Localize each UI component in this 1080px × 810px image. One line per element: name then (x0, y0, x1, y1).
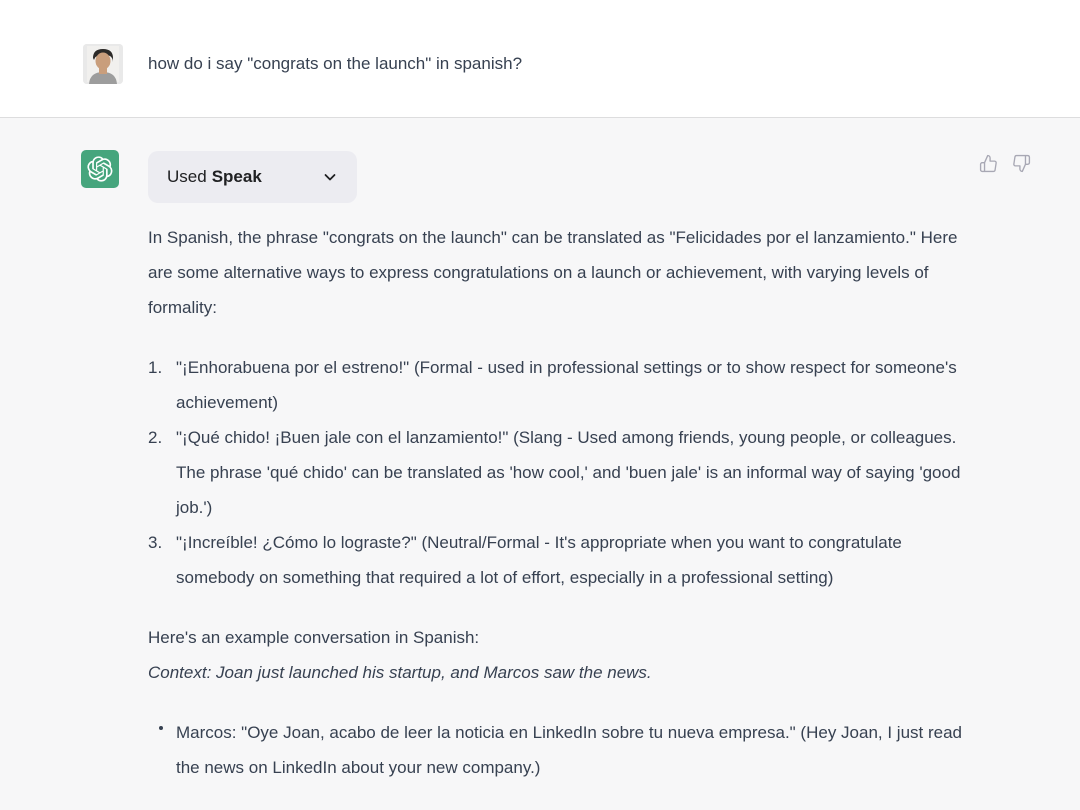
list-item (148, 420, 963, 525)
chevron-down-icon (322, 169, 338, 185)
conversation-bullet-list (148, 715, 963, 785)
thumbs-down-icon (1012, 154, 1031, 173)
list-item-number: 3. (148, 533, 163, 552)
message-actions (979, 154, 1031, 173)
openai-logo-icon (87, 156, 113, 182)
list-item (148, 715, 963, 785)
user-photo-icon (83, 44, 123, 84)
list-item (148, 525, 963, 595)
chatgpt-avatar (81, 150, 119, 188)
example-intro: Here's an example conversation in Spanish: (148, 628, 480, 647)
used-plugin-badge[interactable] (148, 151, 357, 203)
list-item-text: "¡Increíble! ¿Cómo lo lograste?" (Neutral/Formal - It's appropriate when you want to congratulate somebody on something that required a lot of effort, especially in a professional setting) (176, 533, 902, 587)
plugin-badge-prefix: Used (167, 167, 207, 186)
user-message-text: how do i say "congrats on the launch" in spanish? (148, 54, 523, 73)
list-item (148, 350, 963, 420)
user-avatar (83, 44, 123, 84)
list-item-number: 2. (148, 428, 163, 447)
list-item-text: Marcos: "Oye Joan, acabo de leer la noticia en LinkedIn sobre tu nueva empresa." (Hey Joan, I just read the news on LinkedIn about your new company.) (176, 723, 963, 777)
example-context: Context: Joan just launched his startup, and Marcos saw the news. (148, 663, 652, 682)
bullet-marker (159, 726, 163, 730)
example-block (148, 620, 963, 690)
plugin-badge-name: Speak (211, 167, 262, 186)
user-message-row (0, 0, 1080, 117)
thumbs-up-button[interactable] (979, 154, 998, 173)
list-item-text: "¡Qué chido! ¡Buen jale con el lanzamiento!" (Slang - Used among friends, young people, or colleagues. The phrase 'qué chido' can be translated as 'how cool,' and 'buen jale' is an informal way of saying 'good job.') (176, 428, 961, 517)
assistant-message-row (0, 117, 1080, 810)
thumbs-down-button[interactable] (1012, 154, 1031, 173)
thumbs-up-icon (979, 154, 998, 173)
list-item-text: "¡Enhorabuena por el estreno!" (Formal - used in professional settings or to show respect for someone's achievement) (176, 358, 957, 412)
list-item-number: 1. (148, 358, 163, 377)
assistant-message-content (148, 220, 963, 785)
translation-options-list (148, 350, 963, 595)
intro-paragraph: In Spanish, the phrase "congrats on the launch" can be translated as "Felicidades por el lanzamiento." Here are some alternative ways to express congratulations on a launch or achievement, with varying levels of formality: (148, 228, 958, 317)
plugin-badge-label (167, 167, 262, 187)
